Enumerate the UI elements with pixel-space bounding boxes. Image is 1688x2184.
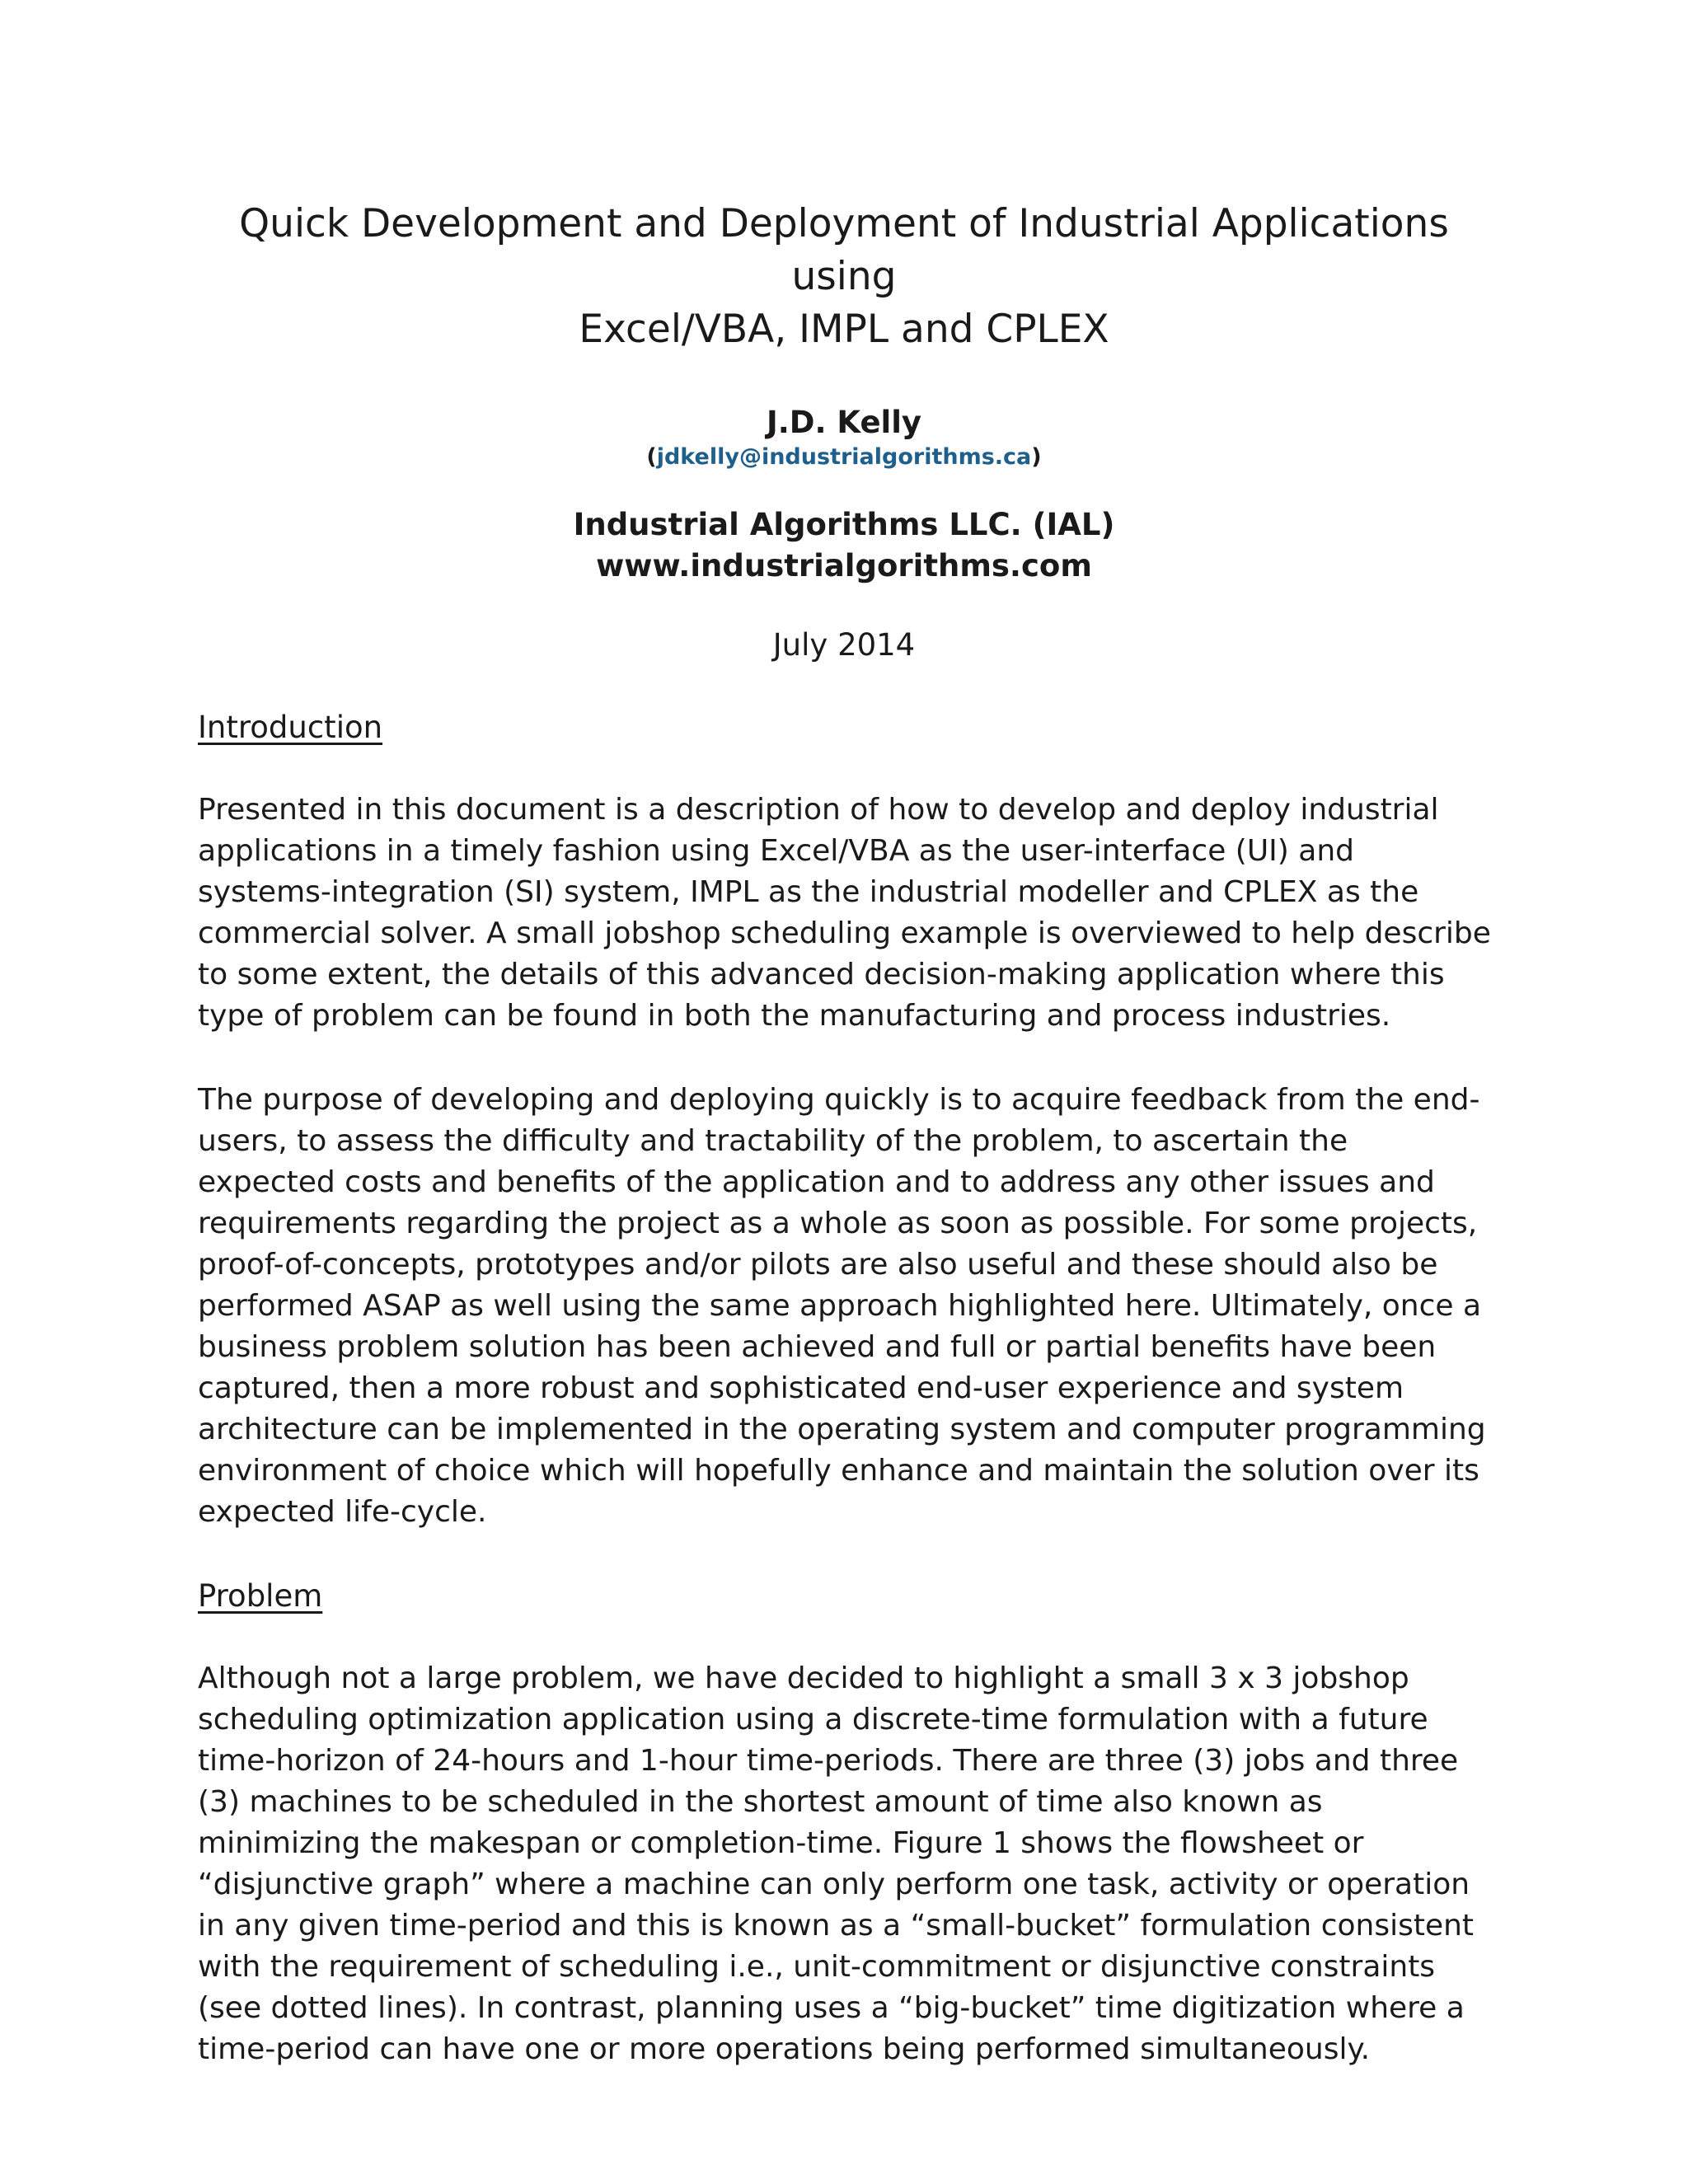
section-heading-introduction: Introduction [198, 710, 383, 745]
author-email-line [198, 443, 1490, 471]
document-title [198, 198, 1490, 356]
problem-paragraph-1: Although not a large problem, we have decided to highlight a small 3 x 3 jobshop scheduling optimization application using a discrete-time formulation with a future time-horizon of 24-hours and 1-hour time-periods. There are three (3) jobs and three (3) machines to be scheduled in the shortest amount of time also known as minimizing the makespan or completion-time. Figure 1 shows the flowsheet or “disjunctive graph” where a machine can only perform one task, activity or operation in any given time-period and this is known as a “small-bucket” formulation consistent with the requirement of scheduling i.e., unit-commitment or disjunctive constraints (see dotted lines). In contrast, planning uses a “big-bucket” time digitization where a time-period can have one or more operations being performed simultaneously. [198, 1661, 1475, 2066]
email-close-paren: ) [1031, 444, 1042, 470]
email-open-paren: ( [646, 444, 657, 470]
organization-name: Industrial Algorithms LLC. (IAL) [573, 507, 1115, 542]
section-heading-problem: Problem [198, 1578, 323, 1614]
document-date: July 2014 [772, 627, 916, 663]
author-email-link[interactable]: jdkelly@industrialgorithms.ca [656, 444, 1032, 470]
organization-website: www.industrialgorithms.com [596, 548, 1092, 583]
title-line-1: Quick Development and Deployment of Industrial Applications using [239, 201, 1449, 299]
author-name: J.D. Kelly [766, 405, 922, 440]
intro-paragraph-1: Presented in this document is a description of how to develop and deploy industrial applications in a timely fashion using Excel/VBA as the user-interface (UI) and systems-integration (SI) system, IMPL as the industrial modeller and CPLEX as the commercial solver. A small jobshop scheduling example is overviewed to help describe to some extent, the details of this advanced decision-making application where this type of problem can be found in both the manufacturing and process industries. [198, 793, 1491, 1033]
organization-block [198, 504, 1490, 587]
intro-paragraph-2: The purpose of developing and deploying quickly is to acquire feedback from the end-users, to assess the difficulty and tractability of the problem, to ascertain the expected costs and benefits of the application and to address any other issues and requirements regarding the project as a whole as soon as possible. For some projects, proof-of-concepts, prototypes and/or pilots are also useful and these should also be performed ASAP as well using the same approach highlighted here. Ultimately, once a business problem solution has been achieved and full or partial benefits have been captured, then a more robust and sophisticated end-user experience and system architecture can be implemented in the operating system and computer programming environment of choice which will hopefully enhance and maintain the solution over its expected life-cycle. [198, 1083, 1486, 1529]
title-line-2: Excel/VBA, IMPL and CPLEX [579, 307, 1109, 352]
